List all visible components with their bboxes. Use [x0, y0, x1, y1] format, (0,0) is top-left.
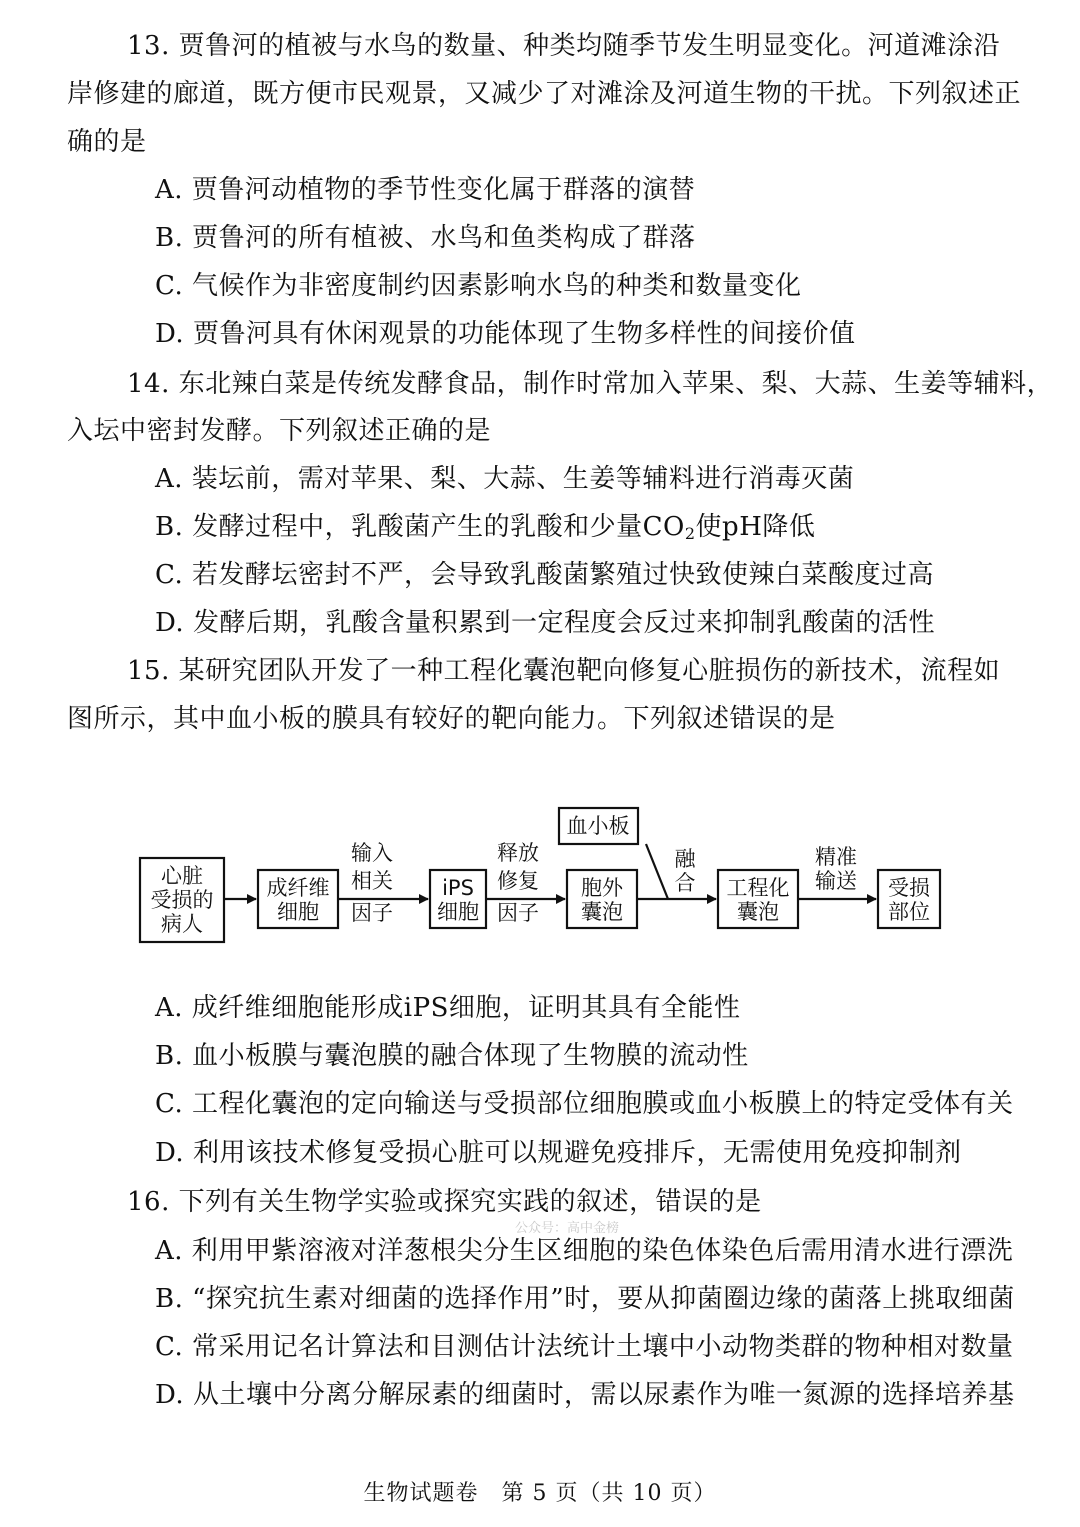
q15-stem-line1: 15. 某研究团队开发了一种工程化囊泡靶向修复心脏损伤的新技术，流程如	[127, 656, 1001, 686]
q14-stem-line1: 14. 东北辣白菜是传统发酵食品，制作时常加入苹果、梨、大蒜、生姜等辅料，	[127, 369, 1054, 399]
step1-l1: 输入	[351, 841, 393, 865]
q13-option-b: B. 贾鲁河的所有植被、水鸟和鱼类构成了群落	[155, 223, 696, 253]
step2-l3: 因子	[497, 901, 539, 925]
box-engineered-l2: 囊泡	[737, 900, 779, 924]
step1-l3: 因子	[351, 901, 393, 925]
box-patient-l2: 受损的	[150, 888, 214, 912]
step2-l2: 修复	[497, 869, 539, 893]
q14-option-a: A. 装坛前，需对苹果、梨、大蒜、生姜等辅料进行消毒灭菌	[155, 464, 855, 494]
q14-option-b-sub: 2	[684, 524, 696, 543]
flow-diagram	[0, 790, 1080, 960]
box-fibroblast-l1: 成纤维	[266, 876, 330, 900]
q15-stem-line2: 图所示，其中血小板的膜具有较好的靶向能力。下列叙述错误的是	[67, 704, 836, 734]
box-engineered-l1: 工程化	[726, 876, 790, 900]
q15-option-c: C. 工程化囊泡的定向输送与受损部位细胞膜或血小板膜上的特定受体有关	[155, 1089, 1014, 1119]
box-ips-l1: iPS	[442, 876, 474, 900]
q13-stem-line1: 13. 贾鲁河的植被与水鸟的数量、种类均随季节发生明显变化。河道滩涂沿	[127, 31, 1001, 61]
q15-option-b: B. 血小板膜与囊泡膜的融合体现了生物膜的流动性	[155, 1041, 749, 1071]
q13-option-a: A. 贾鲁河动植物的季节性变化属于群落的演替	[155, 175, 696, 205]
box-damaged-l2: 部位	[888, 900, 930, 924]
step2-l1: 释放	[497, 841, 539, 865]
box-exosome-l1: 胞外	[581, 876, 623, 900]
step4-l1: 精准	[815, 845, 857, 869]
q13-stem-line3: 确的是	[67, 127, 147, 157]
q14-option-b-pre: B. 发酵过程中，乳酸菌产生的乳酸和少量CO	[155, 512, 685, 542]
q16-option-a: A. 利用甲紫溶液对洋葱根尖分生区细胞的染色体染色后需用清水进行漂洗	[155, 1236, 1014, 1266]
q16-stem-line1: 16. 下列有关生物学实验或探究实践的叙述，错误的是	[127, 1187, 762, 1217]
box-patient-l1: 心脏	[161, 864, 203, 888]
step1-l2: 相关	[351, 869, 393, 893]
q16-option-b: B. “探究抗生素对细菌的选择作用”时，要从抑菌圈边缘的菌落上挑取细菌	[155, 1284, 1015, 1314]
box-exosome-l2: 囊泡	[581, 900, 623, 924]
box-ips-l2: 细胞	[437, 900, 479, 924]
platelet-join-line	[646, 844, 668, 899]
q15-option-a: A. 成纤维细胞能形成iPS细胞，证明其具有全能性	[155, 993, 741, 1023]
q15-option-d: D. 利用该技术修复受损心脏可以规避免疫排斥，无需使用免疫抑制剂	[155, 1138, 962, 1168]
q14-option-d: D. 发酵后期，乳酸含量积累到一定程度会反过来抑制乳酸菌的活性	[155, 608, 935, 638]
q16-option-d: D. 从土壤中分离分解尿素的细菌时，需以尿素作为唯一氮源的选择培养基	[155, 1380, 1015, 1410]
box-fibroblast-l2: 细胞	[277, 900, 319, 924]
box-platelet-label: 血小板	[566, 814, 630, 838]
q14-option-b-post: 使pH降低	[695, 512, 816, 542]
watermark-text: 公众号：高中金榜	[515, 1221, 620, 1236]
q13-stem-line2: 岸修建的廊道，既方便市民观景，又减少了对滩涂及河道生物的干扰。下列叙述正	[67, 79, 1022, 109]
step3-l2: 合	[674, 871, 696, 895]
box-damaged-l1: 受损	[888, 876, 930, 900]
q14-stem-line2: 入坛中密封发酵。下列叙述正确的是	[67, 416, 492, 446]
step4-l2: 输送	[815, 869, 857, 893]
q13-option-c: C. 气候作为非密度制约因素影响水鸟的种类和数量变化	[155, 271, 802, 301]
q13-option-d: D. 贾鲁河具有休闲观景的功能体现了生物多样性的间接价值	[155, 319, 856, 349]
page-footer: 生物试题卷 第 5 页（共 10 页）	[363, 1481, 717, 1506]
q16-option-c: C. 常采用记名计算法和目测估计法统计土壤中小动物类群的物种相对数量	[155, 1332, 1014, 1362]
q14-option-b	[155, 509, 815, 545]
box-patient-l3: 病人	[161, 912, 203, 936]
step3-l1: 融	[674, 847, 696, 871]
q14-option-c: C. 若发酵坛密封不严，会导致乳酸菌繁殖过快致使辣白菜酸度过高	[155, 560, 934, 590]
